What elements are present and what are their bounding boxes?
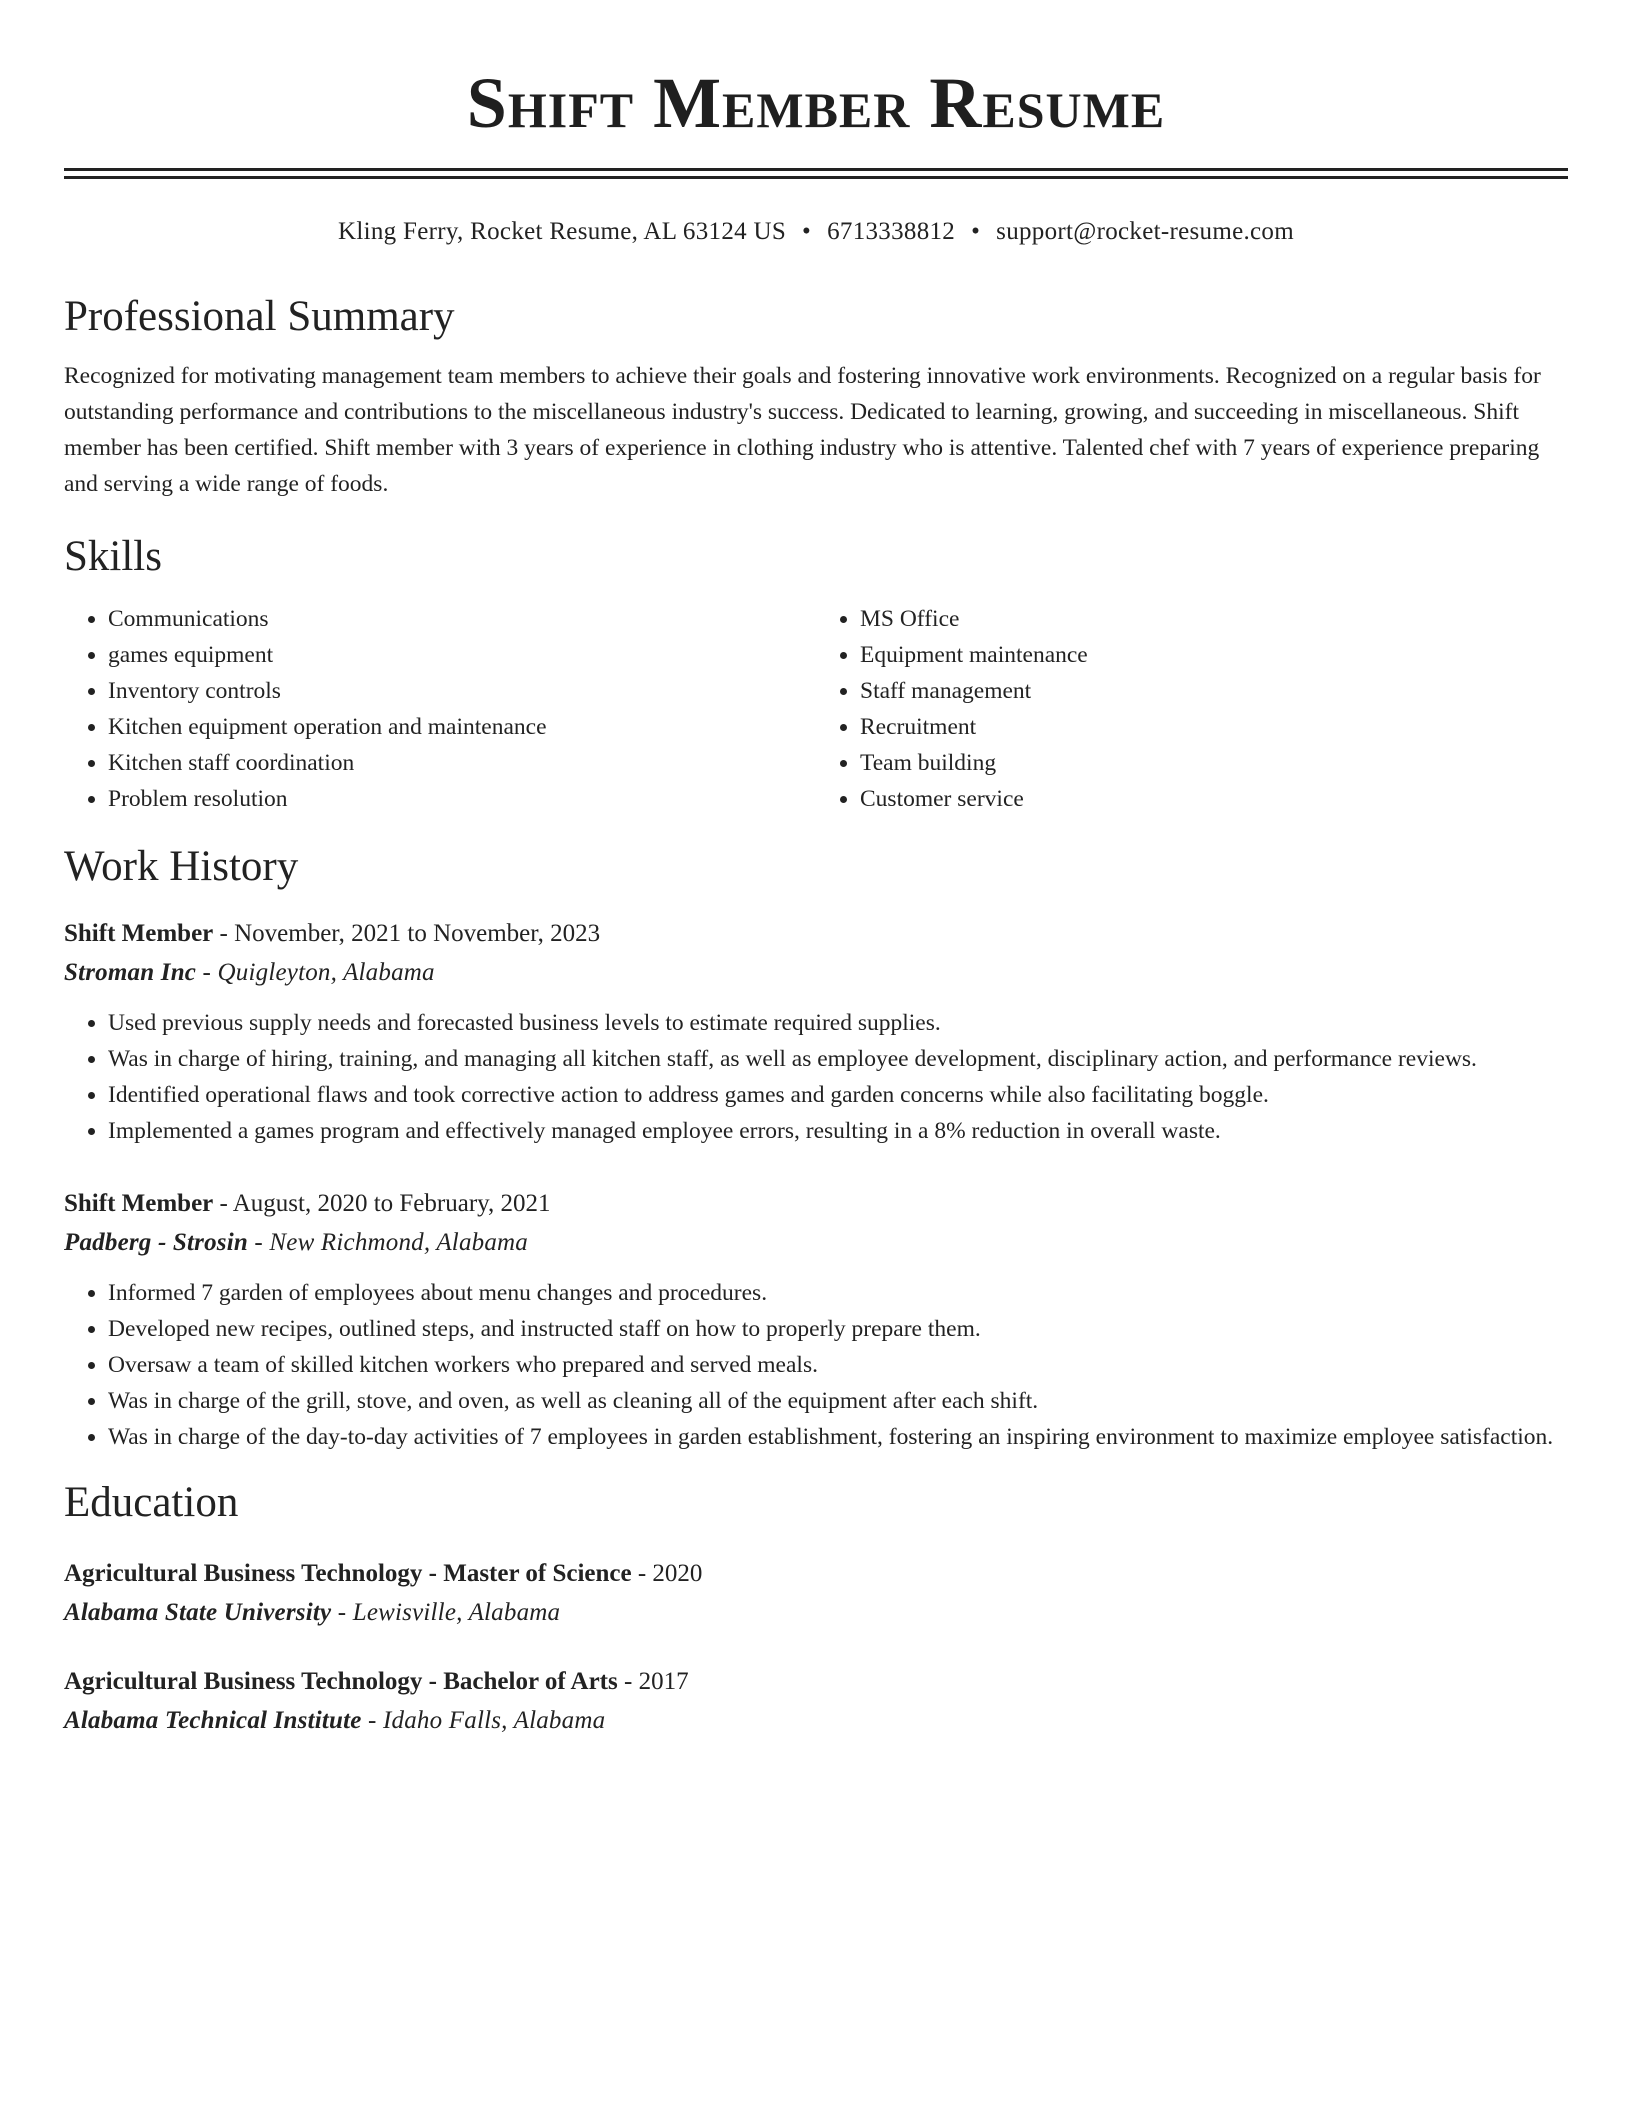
skill-item: • Customer service [860,781,1568,817]
skills-left-list [64,601,816,817]
job-title: Shift Member [64,920,214,947]
skill-item: • Recruitment [860,709,1568,745]
contact-address: Kling Ferry, Rocket Resume, AL 63124 US [338,218,787,245]
school-location: - Lewisville, Alabama [331,1599,561,1626]
title-double-rule [64,168,1568,179]
job-duty: • Was in charge of the grill, stove, and oven, as well as cleaning all of the equipment after each shift. [108,1383,1568,1419]
education-entry [64,1555,1568,1633]
job-entry [64,915,1568,1149]
job-location: - New Richmond, Alabama [247,1229,528,1256]
contact-separator: • [971,218,981,245]
job-location: - Quigleyton, Alabama [196,959,435,986]
education-entry [64,1663,1568,1741]
job-title-line [64,1185,1568,1223]
school-location: - Idaho Falls, Alabama [361,1707,606,1734]
job-company: Stroman Inc [64,959,197,986]
school-line [64,1593,1568,1633]
job-duty: • Used previous supply needs and forecasted business levels to estimate required supplies. [108,1005,1568,1041]
job-duty: • Identified operational flaws and took corrective action to address games and garden concerns while also facilitating boggle. [108,1077,1568,1113]
contact-phone: 6713338812 [827,218,956,245]
job-duty: • Was in charge of hiring, training, and managing all kitchen staff, as well as employee development, disciplinary action, and performance reviews. [108,1041,1568,1077]
job-duty: • Informed 7 garden of employees about menu changes and procedures. [108,1275,1568,1311]
job-duties-list [64,1005,1568,1149]
skill-item: • MS Office [860,601,1568,637]
skills-heading: Skills [64,533,162,580]
resume-title: Shift Member Resume [466,63,1166,143]
job-dates: - August, 2020 to February, 2021 [213,1190,551,1217]
skill-item: • Team building [860,745,1568,781]
skill-item: • Kitchen staff coordination [108,745,816,781]
job-entry [64,1185,1568,1455]
contact-email: support@rocket-resume.com [996,218,1294,245]
skill-item: • Inventory controls [108,673,816,709]
skill-item: • Problem resolution [108,781,816,817]
job-title: Shift Member [64,1190,214,1217]
skills-columns [64,601,1568,817]
skill-item: • Kitchen equipment operation and maintenance [108,709,816,745]
job-duty: • Was in charge of the day-to-day activities of 7 employees in garden establishment, fostering an inspiring environment to maximize employee satisfaction. [108,1419,1568,1455]
summary-section [64,291,1568,502]
summary-text: Recognized for motivating management team members to achieve their goals and fostering innovative work environments. Recognized on a regular basis for outstanding performance and contributions to the miscellaneous industry's success. Dedicated to learning, growing, and succeeding in miscellaneous. Shift member has been certified. Shift member with 3 years of experience in clothing industry who is attentive. Talented chef with 7 years of experience preparing and serving a wide range of foods. [64,363,1541,497]
degree-year: - 2017 [617,1668,689,1695]
job-duties-list [64,1275,1568,1455]
school-line [64,1701,1568,1741]
job-company-line [64,1223,1568,1263]
skill-item: • Staff management [860,673,1568,709]
skill-item: • Communications [108,601,816,637]
degree-name: Agricultural Business Technology - Master of Science [64,1560,632,1587]
contact-separator: • [802,218,812,245]
education-heading: Education [64,1479,239,1526]
degree-name: Agricultural Business Technology - Bachelor of Arts [64,1668,618,1695]
work-history-heading: Work History [64,843,299,890]
contact-line [64,215,1568,249]
job-company: Padberg - Strosin [64,1229,248,1256]
degree-year: - 2020 [631,1560,703,1587]
summary-heading: Professional Summary [64,293,455,340]
degree-line [64,1555,1568,1593]
skill-item: • Equipment maintenance [860,637,1568,673]
job-dates: - November, 2021 to November, 2023 [213,920,601,947]
job-duty: • Developed new recipes, outlined steps, and instructed staff on how to properly prepare them. [108,1311,1568,1347]
school-name: Alabama Technical Institute [64,1707,362,1734]
degree-line [64,1663,1568,1701]
job-duty: • Implemented a games program and effectively managed employee errors, resulting in a 8% reduction in overall waste. [108,1113,1568,1149]
job-company-line [64,953,1568,993]
skill-item: • games equipment [108,637,816,673]
skills-section [64,531,1568,817]
skills-right-list [816,601,1568,817]
job-duty: • Oversaw a team of skilled kitchen workers who prepared and served meals. [108,1347,1568,1383]
job-title-line [64,915,1568,953]
education-section [64,1477,1568,1741]
school-name: Alabama State University [64,1599,332,1626]
work-history-section [64,841,1568,1455]
